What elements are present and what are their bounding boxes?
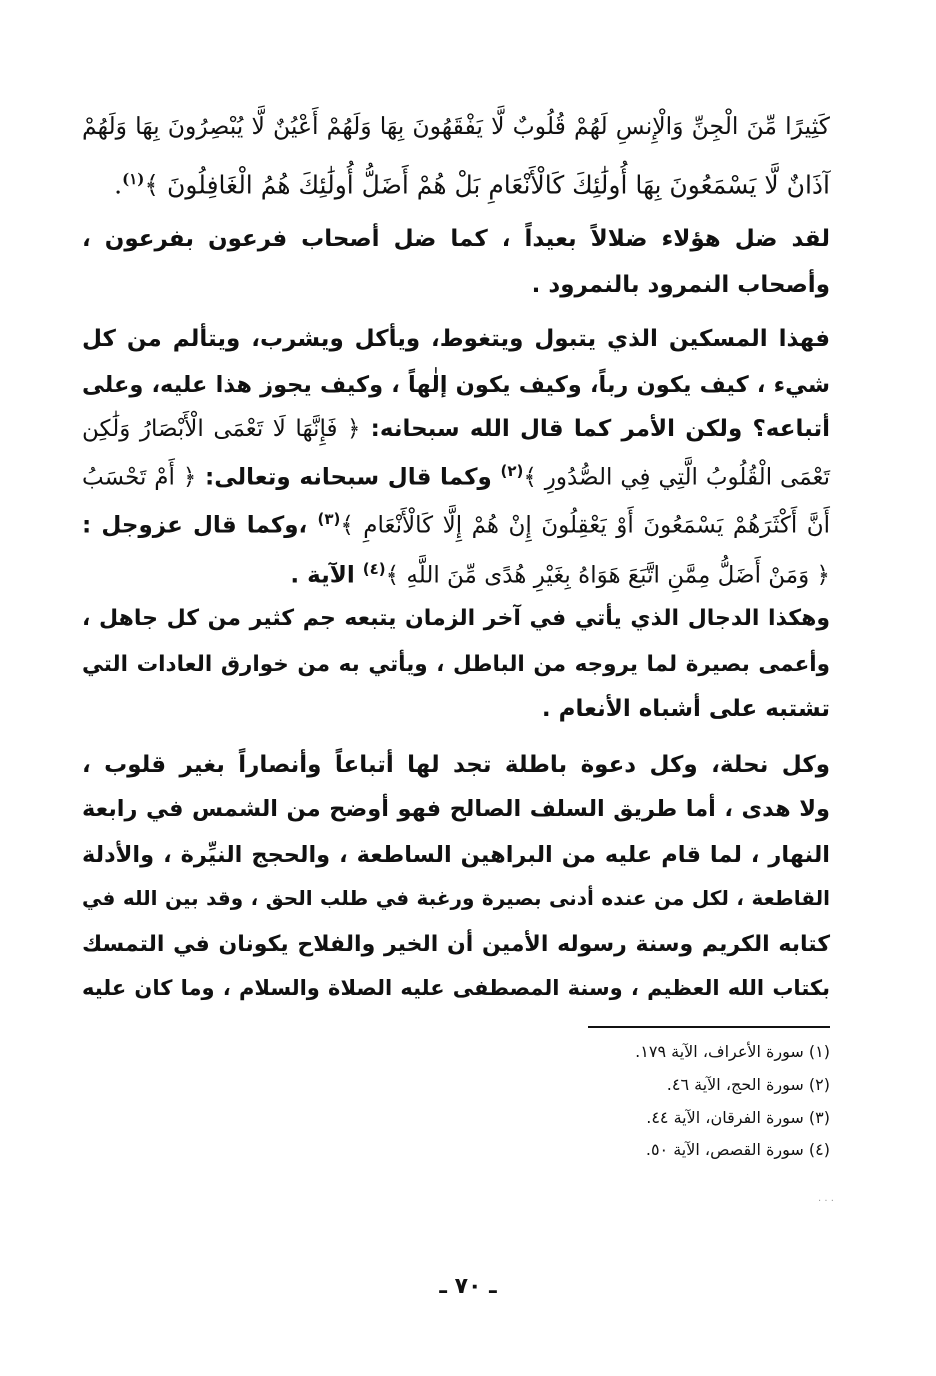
verse-text: آذَانٌ لَّا يَسْمَعُونَ بِهَا أُولَٰئِكَ كَالْأَنْعَامِ بَلْ هُمْ أَضَلُّ أُولَٰئِكَ هُمُ الْغَافِلُونَ xyxy=(167,170,830,200)
paragraph-text: القاطعة ، لكل من عنده أدنى بصيرة ورغبة في طلب الحق ، وقد بين الله في xyxy=(82,886,830,910)
quran-verse-line xyxy=(82,170,830,199)
page-number: ـ ٧٠ ـ xyxy=(439,1274,497,1299)
paragraph-text: ،وكما قال عزوجل : xyxy=(82,512,308,539)
text-line xyxy=(82,416,830,442)
text-line xyxy=(82,226,830,252)
footnote: (٤) سورة القصص، الآية ٥٠. xyxy=(645,1140,830,1159)
text-line xyxy=(82,752,830,778)
quran-quote: ﴿ فَإِنَّهَا لَا تَعْمَى الْأَبْصَارُ وَلَٰكِن xyxy=(82,416,361,442)
text-line xyxy=(82,372,830,398)
quran-verse-line xyxy=(82,112,830,140)
paragraph-text: بكتاب الله العظيم ، وسنة المصطفى عليه الصلاة والسلام ، وما كان عليه xyxy=(82,976,830,1000)
footnote-divider xyxy=(588,1026,830,1028)
footnote: (١) سورة الأعراف، الآية ١٧٩. xyxy=(635,1042,830,1061)
paragraph-text: الآية . xyxy=(290,562,355,589)
footnote-ref: (٢) xyxy=(500,462,524,480)
text-line xyxy=(82,462,830,491)
paragraph-text: تشتبه على أشباه الأنعام . xyxy=(541,696,830,722)
text-line xyxy=(82,796,830,822)
verse-close-bracket: ﴾ xyxy=(144,170,160,200)
text-line xyxy=(82,606,830,631)
paragraph-text: وأعمى بصيرة لما يروجه من الباطل ، ويأتي به من خوارق العادات التي xyxy=(82,652,830,677)
quran-quote: ﴿ أَمْ تَحْسَبُ xyxy=(82,464,197,491)
footnote: (٣) سورة الفرقان، الآية ٤٤. xyxy=(646,1108,830,1127)
quran-quote: تَعْمَى الْقُلُوبُ الَّتِي فِي الصُّدُورِ ﴾ xyxy=(523,464,830,491)
quran-quote: أَنَّ أَكْثَرَهُمْ يَسْمَعُونَ أَوْ يَعْقِلُونَ إِنْ هُمْ إِلَّا كَالْأَنْعَامِ ﴾ xyxy=(340,512,830,539)
paragraph-text: وهكذا الدجال الذي يأتي في آخر الزمان يتبعه جم كثير من كل جاهل ، xyxy=(82,606,830,631)
footnote-ref: (٣) xyxy=(317,510,341,528)
paragraph-text: شيء ، كيف يكون رباً، وكيف يكون إلٰهاً ، وكيف يجوز هذا عليه، وعلى xyxy=(82,372,830,398)
text-line xyxy=(82,272,830,298)
text-line xyxy=(82,326,830,352)
quran-quote: ﴿ وَمَنْ أَضَلُّ مِمَّنِ اتَّبَعَ هَوَاهُ بِغَيْرِ هُدًى مِّنَ اللَّهِ ﴾ xyxy=(385,562,830,589)
footnote-ref: (١) xyxy=(122,170,145,188)
scan-speck: · · · xyxy=(818,1196,834,1207)
paragraph-text: النهار ، لما قام عليه من البراهين الساطعة ، والحجج النيِّرة ، والأدلة xyxy=(82,842,830,868)
paragraph-text: فهذا المسكين الذي يتبول ويتغوط، ويأكل ويشرب، ويتألم من كل xyxy=(82,326,830,352)
footnote-ref: (٤) xyxy=(362,560,386,578)
paragraph-text: لقد ضل هؤلاء ضلالاً بعيداً ، كما ضل أصحاب فرعون بفرعون ، xyxy=(82,226,830,252)
paragraph-text: وكل نحلة، وكل دعوة باطلة تجد لها أتباعاً وأنصاراً بغير قلوب ، xyxy=(82,752,830,778)
text-line xyxy=(82,932,830,957)
text-line xyxy=(82,886,830,910)
text-line xyxy=(82,510,830,539)
text-line xyxy=(82,696,830,722)
footnote: (٢) سورة الحج، الآية ٤٦. xyxy=(666,1075,830,1094)
text-line xyxy=(82,652,830,677)
paragraph-text: كتابه الكريم وسنة رسوله الأمين أن الخير والفلاح يكونان في التمسك xyxy=(82,932,830,957)
text-line xyxy=(82,560,830,589)
paragraph-text: أتباعه؟ ولكن الأمر كما قال الله سبحانه: xyxy=(370,416,830,442)
paragraph-text: وكما قال سبحانه وتعالى: xyxy=(205,464,492,491)
paragraph-text: ولا هدى ، أما طريق السلف الصالح فهو أوضح من الشمس في رابعة xyxy=(82,796,830,822)
verse-text: كَثِيرًا مِّنَ الْجِنِّ وَالْإِنسِ لَهُمْ قُلُوبٌ لَّا يَفْقَهُونَ بِهَا وَلَهُمْ أَعْيُنٌ لَّا يُبْصِرُونَ بِهَا وَلَهُمْ xyxy=(82,112,830,140)
verse-end: . xyxy=(114,170,123,200)
text-line xyxy=(82,842,830,868)
paragraph-text: وأصحاب النمرود بالنمرود . xyxy=(531,272,830,298)
text-line xyxy=(82,976,830,1000)
